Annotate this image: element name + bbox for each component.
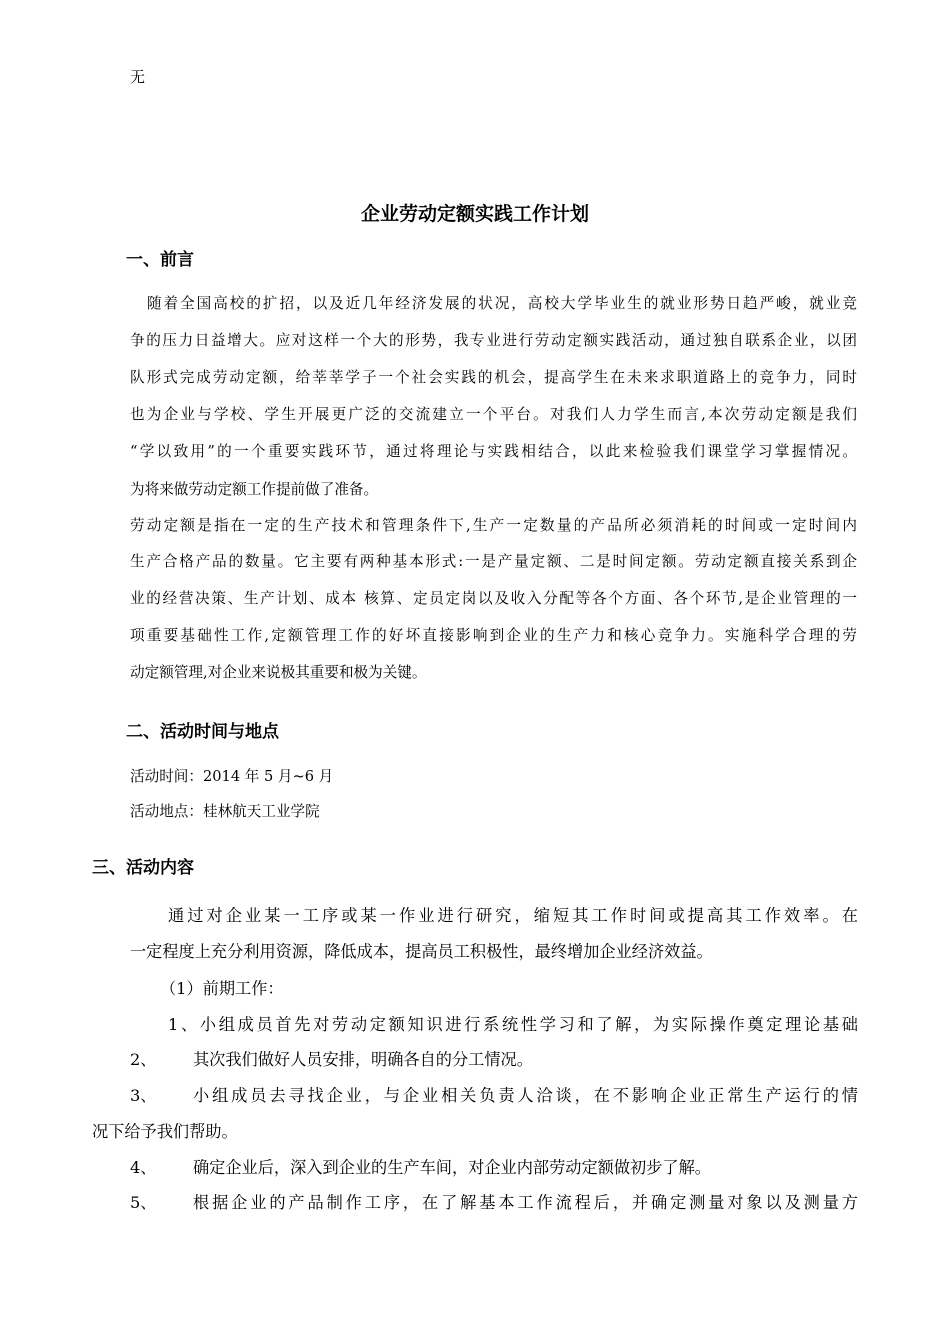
preface-para1-line: 随着全国高校的扩招，以及近几年经济发展的状况，高校大学毕业生的就业形势日趋严峻，就业竞 — [147, 295, 857, 312]
list-item-number: 3、 — [130, 1086, 157, 1105]
preface-para1-line: 也为企业与学校、学生开展更广泛的交流建立一个平台。对我们人力学生而言,本次劳动定额是我们 — [130, 406, 857, 423]
activity-time: 活动时间：2014 年 5 月~6 月 — [130, 768, 334, 785]
activity-place: 活动地点：桂林航天工业学院 — [130, 803, 320, 820]
content-intro-line: 一定程度上充分利用资源，降低成本，提高员工积极性，最终增加企业经济效益。 — [130, 942, 713, 961]
page-title: 企业劳动定额实践工作计划 — [360, 203, 589, 225]
preface-para1-line: 为将来做劳动定额工作提前做了准备。 — [130, 481, 379, 498]
list-item-number: 5、 — [130, 1193, 157, 1212]
section-heading-content: 三、活动内容 — [92, 858, 194, 878]
preface-para1-line: “学以致用”的一个重要实践环节，通过将理论与实践相结合，以此来检验我们课堂学习掌握情况。 — [130, 443, 857, 460]
section-heading-time-place: 二、活动时间与地点 — [126, 722, 279, 742]
list-item-text: 确定企业后，深入到企业的生产车间，对企业内部劳动定额做初步了解。 — [193, 1158, 711, 1177]
list-item-text: 根据企业的产品制作工序，在了解基本工作流程后，并确定测量对象以及测量方 — [193, 1193, 858, 1212]
list-item-text-continued: 况下给予我们帮助。 — [92, 1122, 238, 1141]
preface-para2-line: 劳动定额是指在一定的生产技术和管理条件下,生产一定数量的产品所必须消耗的时间或一定时间内 — [130, 517, 857, 534]
list-item-number: 4、 — [130, 1158, 157, 1177]
preface-para2-line: 项重要基础性工作,定额管理工作的好坏直接影响到企业的生产力和核心竞争力。实施科学合理的劳 — [130, 627, 857, 644]
preface-para2-line: 动定额管理,对企业来说极其重要和极为关键。 — [130, 664, 427, 681]
content-intro-line: 通过对企业某一工序或某一作业进行研究，缩短其工作时间或提高其工作效率。在 — [168, 906, 858, 925]
list-item-text: 小组成员去寻找企业，与企业相关负责人洽谈，在不影响企业正常生产运行的情 — [193, 1086, 858, 1105]
preface-para2-line: 生产合格产品的数量。它主要有两种基本形式:一是产量定额、二是时间定额。劳动定额直接关系到企 — [130, 553, 857, 570]
list-item-text: 其次我们做好人员安排，明确各自的分工情况。 — [193, 1050, 533, 1069]
top-word: 无 — [130, 68, 146, 86]
preface-para1-line: 争的压力日益增大。应对这样一个大的形势，我专业进行劳动定额实践活动，通过独自联系企业，以团 — [130, 332, 857, 349]
preface-para1-line: 队形式完成劳动定额，给莘莘学子一个社会实践的机会，提高学生在未来求职道路上的竞争力，同时 — [130, 369, 857, 386]
list-item-1: 1、小组成员首先对劳动定额知识进行系统性学习和了解，为实际操作奠定理论基础 — [168, 1015, 858, 1034]
list-item-number: 2、 — [130, 1050, 157, 1069]
sub-heading-preparation: （1）前期工作： — [160, 979, 284, 998]
section-heading-preface: 一、前言 — [126, 250, 194, 270]
preface-para2-line: 业的经营决策、生产计划、成本 核算、定员定岗以及收入分配等各个方面、各个环节,是企业管理的一 — [130, 590, 857, 607]
